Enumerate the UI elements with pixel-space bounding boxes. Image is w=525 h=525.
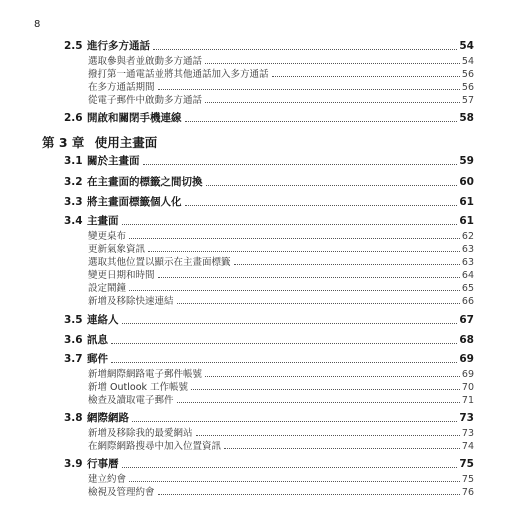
page-ref: 71: [461, 395, 474, 406]
section-title: 開啟和關閉手機連線: [87, 112, 182, 124]
toc-entry[interactable]: [88, 79, 474, 93]
toc-entry[interactable]: [88, 280, 474, 294]
section-number: 3.1: [64, 155, 83, 167]
dot-leader: [205, 102, 460, 103]
toc-section-3-1[interactable]: [64, 153, 474, 168]
entry-title: 在網際網路搜尋中加入位置資訊: [88, 441, 222, 452]
chapter-heading: [42, 133, 163, 151]
section-number: 2.5: [64, 40, 83, 52]
dot-leader: [205, 376, 460, 377]
entry-title: 新增及移除快速連結: [88, 296, 174, 307]
toc-entry[interactable]: [88, 484, 474, 498]
section-number: 3.5: [64, 314, 83, 326]
toc-entry[interactable]: [88, 228, 474, 242]
page-ref: 69: [461, 369, 474, 380]
section-title: 郵件: [87, 353, 108, 365]
dot-leader: [158, 89, 460, 90]
section-title: 在主畫面的標籤之間切換: [87, 176, 203, 188]
page-ref: 73: [461, 428, 474, 439]
page-ref: 67: [459, 314, 474, 326]
dot-leader: [158, 494, 460, 495]
dot-leader: [206, 185, 458, 186]
page-ref: 76: [461, 487, 474, 498]
entry-title: 檢視及管理約會: [88, 487, 155, 498]
chapter-label: 第 3 章: [42, 135, 85, 150]
toc-section-3-9[interactable]: [64, 456, 474, 471]
dot-leader: [122, 467, 458, 468]
page-ref: 54: [459, 40, 474, 52]
dot-leader: [111, 343, 457, 344]
toc-entry[interactable]: [88, 241, 474, 255]
page-ref: 62: [461, 231, 474, 242]
section-title: 主畫面: [87, 215, 119, 227]
page-ref: 70: [461, 382, 474, 393]
dot-leader: [132, 421, 457, 422]
dot-leader: [111, 362, 457, 363]
section-title: 行事曆: [87, 458, 119, 470]
page-ref: 63: [461, 257, 474, 268]
toc-entry[interactable]: [88, 471, 474, 485]
page-ref: 74: [461, 441, 474, 452]
dot-leader: [185, 205, 458, 206]
dot-leader: [129, 481, 460, 482]
page-ref: 58: [459, 112, 474, 124]
dot-leader: [129, 290, 460, 291]
dot-leader: [234, 264, 460, 265]
entry-title: 變更桌布: [88, 231, 127, 242]
page-ref: 75: [461, 474, 474, 485]
entry-title: 撥打第一通電話並將其他通話加入多方通話: [88, 69, 269, 80]
page-ref: 65: [461, 283, 474, 294]
entry-title: 檢查及讀取電子郵件: [88, 395, 174, 406]
entry-title: 選取參與者並啟動多方通話: [88, 56, 203, 67]
toc-section-3-6[interactable]: [64, 332, 474, 347]
toc-section-2-5[interactable]: [64, 38, 474, 53]
section-number: 3.4: [64, 215, 83, 227]
dot-leader: [177, 402, 460, 403]
section-title: 進行多方通話: [87, 40, 150, 52]
page-ref: 75: [459, 458, 474, 470]
page-ref: 56: [461, 69, 474, 80]
page-ref: 69: [459, 353, 474, 365]
section-number: 3.2: [64, 176, 83, 188]
toc-section-2-6[interactable]: [64, 110, 474, 125]
toc-entry[interactable]: [88, 392, 474, 406]
page-ref: 60: [459, 176, 474, 188]
toc-entry[interactable]: [88, 425, 474, 439]
entry-title: 新增網際網路電子郵件帳號: [88, 369, 203, 380]
section-number: 3.9: [64, 458, 83, 470]
entry-title: 在多方通話期間: [88, 82, 155, 93]
dot-leader: [148, 251, 460, 252]
section-number: 3.6: [64, 334, 83, 346]
entry-title: 新增 Outlook 工作帳號: [88, 382, 189, 393]
toc-section-3-5[interactable]: [64, 312, 474, 327]
toc-section-3-7[interactable]: [64, 351, 474, 366]
toc-entry[interactable]: [88, 293, 474, 307]
toc-entry[interactable]: [88, 66, 474, 80]
toc-entry[interactable]: [88, 379, 474, 393]
page-ref: 61: [459, 215, 474, 227]
section-number: 3.8: [64, 412, 83, 424]
page-number: 8: [34, 19, 41, 30]
toc-section-3-2[interactable]: [64, 174, 474, 189]
entry-title: 從電子郵件中啟動多方通話: [88, 95, 203, 106]
toc-entry[interactable]: [88, 366, 474, 380]
section-title: 將主畫面標籤個人化: [87, 196, 182, 208]
dot-leader: [185, 121, 458, 122]
entry-title: 新增及移除我的最愛網站: [88, 428, 193, 439]
dot-leader: [129, 238, 460, 239]
toc-section-3-8[interactable]: [64, 410, 474, 425]
chapter-title: 使用主畫面: [94, 135, 158, 150]
page-ref: 56: [461, 82, 474, 93]
entry-title: 選取其他位置以顯示在主畫面標籤: [88, 257, 231, 268]
dot-leader: [196, 435, 460, 436]
toc-entry[interactable]: [88, 92, 474, 106]
entry-title: 建立約會: [88, 474, 127, 485]
toc-section-3-4[interactable]: [64, 213, 474, 228]
entry-title: 更新氣象資訊: [88, 244, 146, 255]
page-ref: 61: [459, 196, 474, 208]
section-title: 網際網路: [87, 412, 129, 424]
page-ref: 63: [461, 244, 474, 255]
dot-leader: [224, 448, 460, 449]
dot-leader: [191, 389, 460, 390]
dot-leader: [153, 49, 457, 50]
page-ref: 68: [459, 334, 474, 346]
toc-entry[interactable]: [88, 267, 474, 281]
toc-section-3-3[interactable]: [64, 194, 474, 209]
toc-entry[interactable]: [88, 438, 474, 452]
page-ref: 66: [461, 296, 474, 307]
section-title: 關於主畫面: [87, 155, 140, 167]
entry-title: 設定鬧鐘: [88, 283, 127, 294]
dot-leader: [122, 224, 458, 225]
section-number: 2.6: [64, 112, 83, 124]
page-ref: 54: [461, 56, 474, 67]
dot-leader: [158, 277, 460, 278]
section-title: 訊息: [87, 334, 108, 346]
section-title: 連絡人: [87, 314, 119, 326]
page-ref: 59: [459, 155, 474, 167]
toc-entry[interactable]: [88, 254, 474, 268]
section-number: 3.3: [64, 196, 83, 208]
page-ref: 57: [461, 95, 474, 106]
entry-title: 變更日期和時間: [88, 270, 155, 281]
page-ref: 73: [459, 412, 474, 424]
section-number: 3.7: [64, 353, 83, 365]
toc-entry[interactable]: [88, 53, 474, 67]
dot-leader: [205, 63, 460, 64]
dot-leader: [143, 164, 458, 165]
dot-leader: [177, 303, 460, 304]
dot-leader: [272, 76, 460, 77]
page-ref: 64: [461, 270, 474, 281]
dot-leader: [122, 323, 458, 324]
